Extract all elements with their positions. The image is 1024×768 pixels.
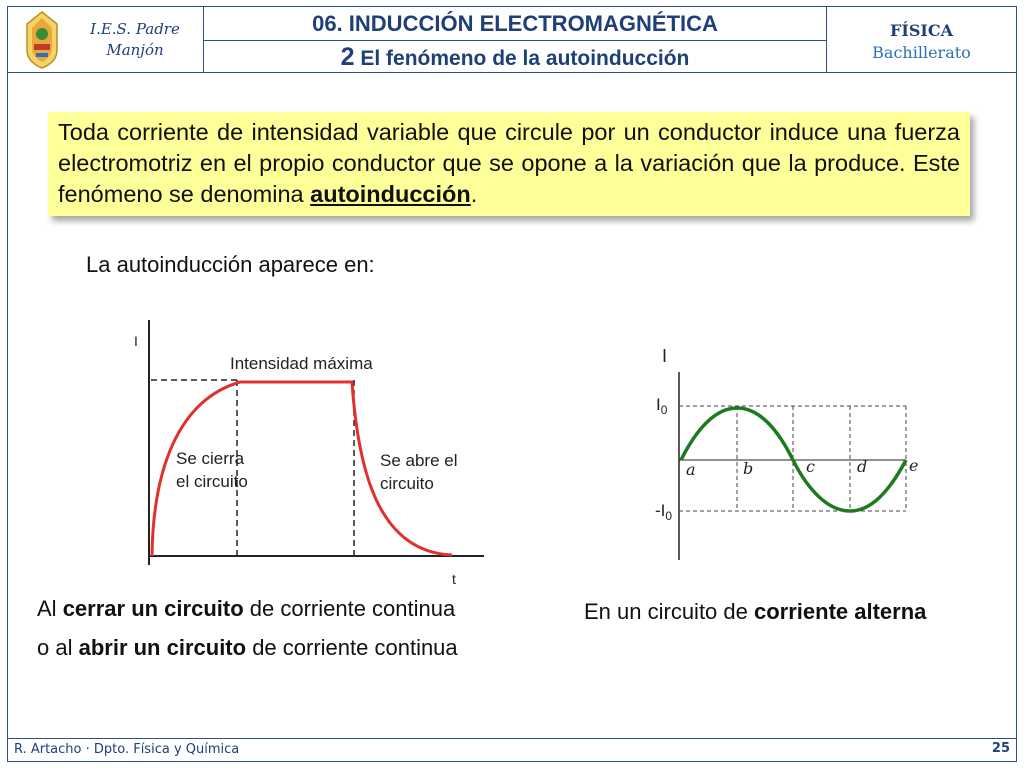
dc-y-label: I <box>134 333 138 349</box>
ac-caption <box>584 599 926 625</box>
ac-point-e: e <box>909 456 919 475</box>
dc-caption-1c: de corriente continua <box>243 596 456 621</box>
dc-open-label-2: circuito <box>380 474 434 493</box>
ac-neg-label-main: -I <box>655 501 666 520</box>
definition-text <box>58 117 960 210</box>
course-level: Bachillerato <box>872 43 971 62</box>
definition-keyword: autoinducción <box>310 181 471 207</box>
school-line-1: I.E.S. Padre <box>90 20 180 38</box>
definition-end: . <box>470 181 478 207</box>
subject-box <box>826 6 1017 73</box>
dc-caption-line-2 <box>37 635 458 661</box>
ac-caption-a: En un circuito de <box>584 599 754 624</box>
definition-body: Toda corriente de intensidad variable que circule por un conductor induce una fuerza electromotriz en el propio conductor que se opone a la variación que la produce. Este fenómeno se denomina <box>58 119 960 207</box>
ac-point-b: b <box>743 459 754 478</box>
dc-caption-1a: Al <box>37 596 63 621</box>
dc-caption-2b: abrir un circuito <box>78 635 247 660</box>
definition-box <box>48 112 970 216</box>
dc-max-label: Intensidad máxima <box>230 354 373 373</box>
school-logo <box>22 10 62 70</box>
ac-point-a: a <box>686 460 696 479</box>
ac-caption-b: corriente alterna <box>753 599 927 624</box>
page-number: 25 <box>991 741 1010 756</box>
section-number: 2 <box>340 43 355 71</box>
footer-divider <box>7 738 1017 739</box>
school-line-2: Manjón <box>106 41 164 59</box>
intro-text: La autoinducción aparece en: <box>86 252 375 277</box>
dc-close-label-2: el circuito <box>176 472 248 491</box>
section-title <box>204 41 826 73</box>
dc-close-label-1: Se cierra <box>176 449 245 468</box>
footer-author: R. Artacho · Dpto. Física y Química <box>14 742 240 757</box>
ac-neg-label-sub: 0 <box>665 509 673 523</box>
ac-pos-label-main: I <box>656 395 661 414</box>
ac-point-d: d <box>857 457 868 476</box>
ac-y-label: I <box>662 346 668 366</box>
school-box <box>7 6 204 73</box>
dc-caption-2a: o al <box>37 635 79 660</box>
title-box <box>203 6 827 73</box>
subject-name: FÍSICA <box>889 21 954 40</box>
dc-x-label: t <box>452 571 456 587</box>
dc-caption-line-1 <box>37 596 455 622</box>
dc-open-label-1: Se abre el <box>380 451 458 470</box>
ac-point-c: c <box>806 457 815 476</box>
ac-pos-label-sub: 0 <box>660 403 668 417</box>
school-name <box>70 19 200 61</box>
section-title-text: El fenómeno de la autoinducción <box>354 47 690 70</box>
dc-caption-2c: de corriente continua <box>246 635 458 660</box>
unit-title: 06. INDUCCIÓN ELECTROMAGNÉTICA <box>204 7 826 41</box>
dc-caption-1b: cerrar un circuito <box>62 596 244 621</box>
